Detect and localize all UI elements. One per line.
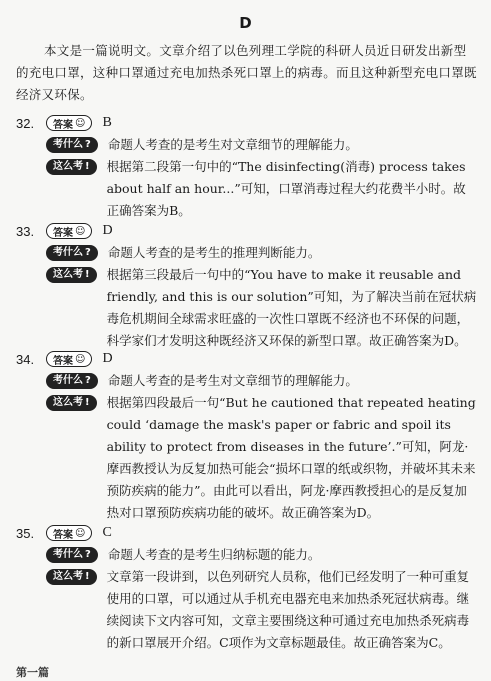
answer-value: C (102, 525, 112, 540)
what-badge: 考什么 ? (46, 547, 98, 563)
answer-badge: 答案 ☺ (46, 525, 92, 541)
answer-value: D (102, 223, 113, 238)
answer-badge: 答案 ☺ (46, 115, 92, 131)
question-33 (16, 220, 478, 352)
answer-badge: 答案 ☺ (46, 351, 92, 367)
what-badge: 考什么 ? (46, 373, 98, 389)
question-34 (16, 348, 478, 524)
question-icon: ? (85, 375, 91, 386)
question-icon: ? (85, 247, 91, 258)
what-badge: 考什么 ? (46, 245, 98, 261)
smile-icon: ☺ (75, 353, 86, 365)
question-number: 34. (16, 351, 35, 367)
question-icon: ? (85, 139, 91, 150)
smile-icon: ☺ (75, 117, 86, 129)
what-badge: 考什么 ? (46, 137, 98, 153)
smile-icon: ☺ (75, 225, 86, 237)
question-number: 33. (16, 223, 35, 239)
question-35 (16, 522, 478, 654)
what-text: 命题人考查的是考生对文章细节的理解能力。 (107, 373, 358, 388)
what-text: 命题人考查的是考生对文章细节的理解能力。 (107, 137, 358, 152)
question-number: 35. (16, 525, 35, 541)
how-badge: 这么考 ! (46, 267, 97, 283)
intro-paragraph: 本文是一篇说明文。文章介绍了以色列理工学院的科研人员近日研发出新型的充电口罩，这种口罩通过充电加热杀死口罩上的病毒。而且这种新型充电口罩既经济又环保。 (16, 43, 477, 102)
how-badge: 这么考 ! (46, 395, 97, 411)
how-text: 根据第三段最后一句中的“You have to make it reusable and friendly, and this is our solution”可知，为了解决当前在冠状病毒危机期间全球需求旺盛的一次性口罩既不经济也不环保的问题，科学家们才发明这种既经济又环保的新型口罩。故正确答案为D。 (106, 267, 477, 348)
exclaim-icon: ! (85, 397, 90, 408)
what-text: 命题人考查的是考生的推理判断能力。 (107, 245, 321, 260)
how-badge: 这么考 ! (46, 159, 97, 175)
how-text: 根据第四段最后一句“But he cautioned that repeated heating could ‘damage the mask's paper or fabric and spoil its ability to protect from diseases in the future’.”可知，阿龙·摩西教授认为反复加热可能会“损坏口罩的纸或织物，并破坏其未来预防疾病的能力”。由此可以看出，阿龙·摩西教授担心的是反复加热对口罩预防疾病功能的破坏。故正确答案为D。 (106, 395, 476, 520)
question-icon: ? (85, 549, 91, 560)
question-32 (16, 112, 478, 222)
answer-badge: 答案 ☺ (46, 223, 92, 239)
exclaim-icon: ! (85, 269, 90, 280)
page-footer: 第一篇 (16, 666, 49, 679)
question-number: 32. (16, 115, 35, 131)
section-title: D (239, 14, 252, 32)
what-text: 命题人考查的是考生归纳标题的能力。 (107, 547, 321, 562)
how-text: 文章第一段讲到，以色列研究人员称，他们已经发明了一种可重复使用的口罩，可以通过从手机充电器充电来加热杀死冠状病毒。继续阅读下文内容可知，文章主要围绕这种可通过充电加热杀死病毒的新口罩展开介绍。C项作为文章标题最佳。故正确答案为C。 (106, 569, 470, 650)
answer-value: D (102, 351, 113, 366)
exclaim-icon: ! (85, 571, 90, 582)
how-text: 根据第二段第一句中的“The disinfecting(消毒) process takes about half an hour...”可知，口罩消毒过程大约花费半小时。故正确答案为B。 (106, 159, 466, 218)
exclaim-icon: ! (85, 161, 90, 172)
smile-icon: ☺ (75, 527, 86, 539)
how-badge: 这么考 ! (46, 569, 97, 585)
answer-value: B (102, 115, 112, 130)
